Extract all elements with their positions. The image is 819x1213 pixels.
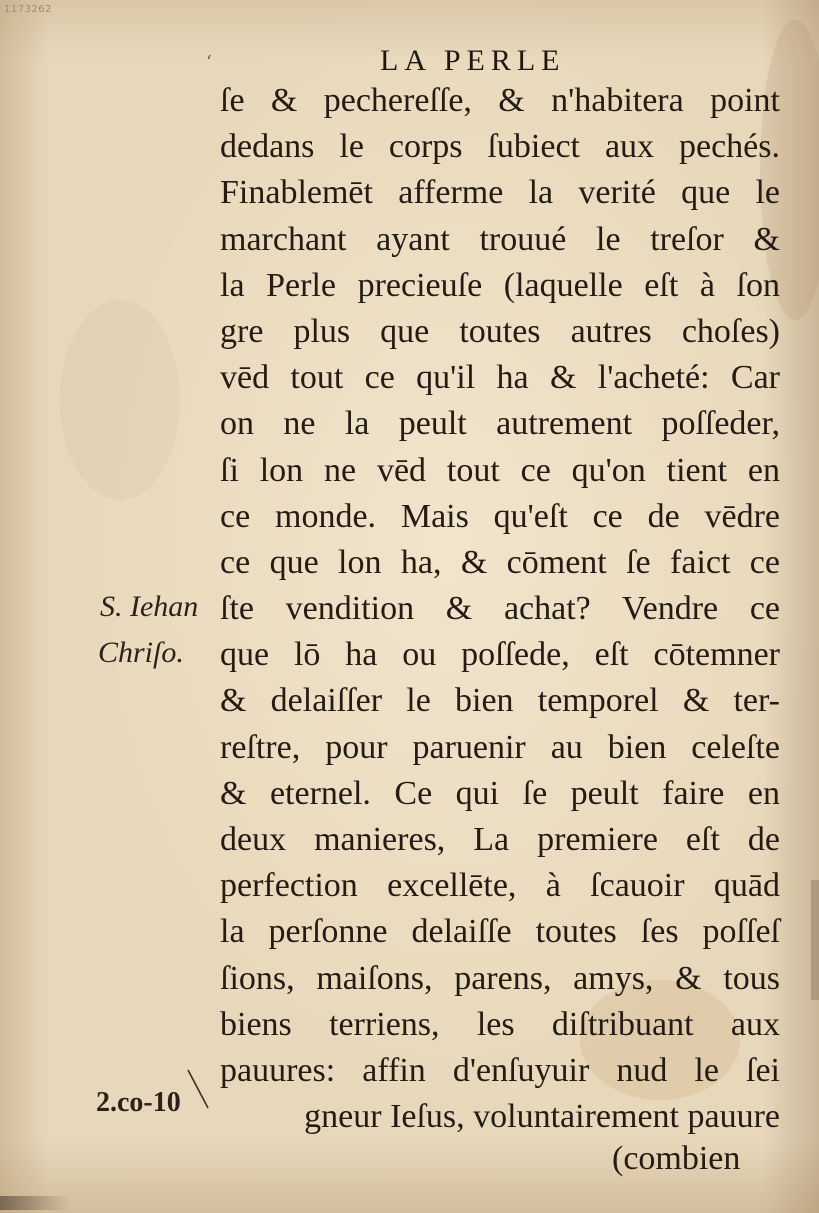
text-line: deux manieres, La premiere eſt de (220, 821, 780, 858)
margin-note: 2.co-10 (96, 1087, 181, 1118)
text-line: & delaiſſer le bien temporel & ter- (220, 682, 780, 720)
text-line: que lō ha ou poſſede, eſt cōtemner (220, 636, 780, 674)
catchword: (combien (612, 1140, 741, 1177)
text-line: pauures: affin d'enſuyuir nud le ſei (220, 1051, 780, 1089)
text-line: ſe & pechereſſe, & n'habitera point (220, 82, 780, 119)
text-line: la Perle precieuſe (laquelle eſt à ſon (220, 266, 780, 304)
reference-id: 1173262 (4, 4, 53, 15)
margin-note: S. Iehan (100, 590, 199, 623)
text-line: marchant ayant trouué le treſor & (220, 220, 780, 258)
text-line: on ne la peult autrement poſſeder, (220, 405, 780, 443)
text-line: ſte vendition & achat? Vendre ce (220, 590, 780, 628)
text-line: ſions, maiſons, parens, amys, & tous (220, 959, 780, 997)
text-line: vēd tout ce qu'il ha & l'acheté: Car (220, 359, 780, 397)
ink-smudge (0, 1196, 70, 1210)
body-text (220, 78, 780, 1140)
text-line: la perſonne delaiſſe toutes ſes poſſeſ (220, 913, 780, 951)
paper-stain (60, 300, 180, 500)
ink-stroke (186, 1068, 212, 1112)
ink-mark: ‘ (206, 52, 212, 73)
text-line: & eternel. Ce qui ſe peult faire en (220, 774, 780, 812)
margin-note: Chriſo. (98, 636, 184, 669)
text-line: ce que lon ha, & cōment ſe faict ce (220, 543, 780, 581)
text-line: gneur Ieſus, voluntairement pauure (304, 1098, 780, 1136)
text-line: ſi lon ne vēd tout ce qu'on tient en (220, 451, 780, 489)
text-line: perfection excellēte, à ſcauoir quād (220, 867, 780, 905)
text-line: Finablemēt afferme la verité que le (220, 174, 780, 212)
text-line: ce monde. Mais qu'eſt ce de vēdre (220, 497, 780, 535)
text-line: biens terriens, les diſtribuant aux (220, 1005, 780, 1043)
text-line: dedans le corps ſubiect aux pechés. (220, 128, 780, 166)
text-line: gre plus que toutes autres choſes) (220, 312, 780, 350)
text-line: reſtre, pour paruenir au bien celeſte (220, 728, 780, 766)
ink-smudge (811, 880, 819, 1000)
running-head: LA PERLE (380, 44, 566, 77)
